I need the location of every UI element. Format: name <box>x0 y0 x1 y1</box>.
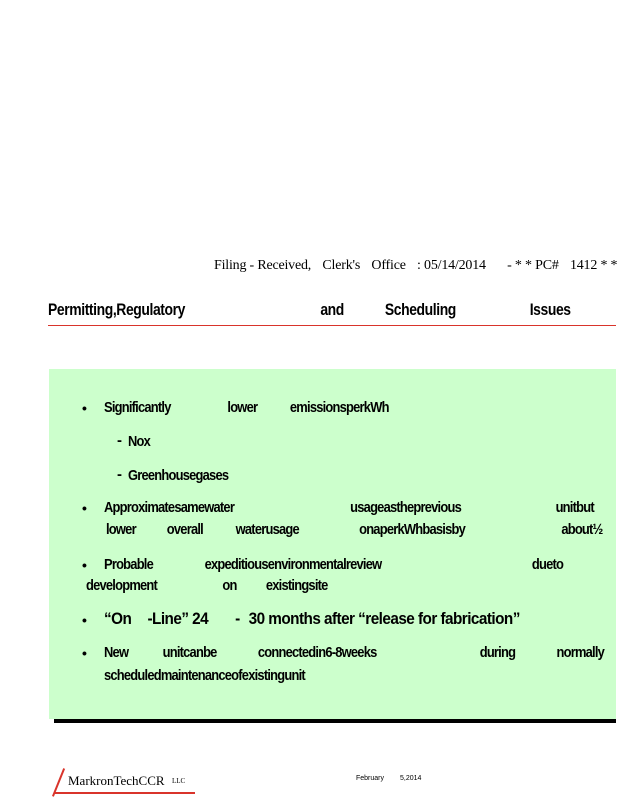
bullet-text: lower <box>227 399 258 416</box>
bullet-text: emissionsperkWh <box>289 399 389 416</box>
bullet-line <box>104 399 389 416</box>
bullet-text: New <box>104 644 129 661</box>
footer-llc: LLC <box>172 777 186 785</box>
footer-brand: MarkronTechCCR <box>68 773 165 788</box>
bullet-line <box>86 577 328 594</box>
bullet-icon: • <box>82 557 87 573</box>
bullet-text: during <box>479 644 516 661</box>
bullet-text: connectedin6-8weeks <box>257 644 377 661</box>
bullet-text: dueto <box>531 556 564 573</box>
bullet-icon: • <box>82 500 87 516</box>
bullet-text: Approximatesamewater <box>104 499 235 516</box>
bullet-text: -Line” 24 <box>147 609 209 628</box>
bullet-text: 30 months after “release for fabrication” <box>248 609 520 628</box>
bullet-text: overall <box>166 521 203 538</box>
bullet-text: development <box>86 577 158 594</box>
dash-icon: - <box>117 432 122 449</box>
bullet-text: “On <box>104 609 132 628</box>
bullet-line: scheduledmaintenanceofexistingunit <box>104 667 305 684</box>
bullet-icon: • <box>82 612 87 628</box>
bullet-text: on <box>222 577 237 594</box>
sub-item: Greenhousegases <box>128 467 229 484</box>
bullet-text: Probable <box>104 556 154 573</box>
title-divider <box>48 325 616 326</box>
bullet-text: normally <box>556 644 605 661</box>
bullet-line <box>106 521 603 538</box>
bullet-line <box>104 609 520 629</box>
content-box-shadow <box>54 719 616 723</box>
bullet-line <box>104 644 604 661</box>
page-title <box>48 300 571 320</box>
bullet-text: Significantly <box>104 399 171 416</box>
dash-icon: - <box>117 466 122 483</box>
bullet-text: existingsite <box>265 577 328 594</box>
bullet-text: unitcanbe <box>162 644 217 661</box>
footer-month: February <box>356 775 385 782</box>
filing-part: : 05/14/2014 <box>417 258 486 273</box>
bullet-text: unitbut <box>555 499 594 516</box>
bullet-text: waterusage <box>235 521 299 538</box>
bullet-text: usageastheprevious <box>350 499 461 516</box>
title-part: Scheduling <box>384 300 456 319</box>
bullet-text: - <box>235 609 240 628</box>
filing-part: Clerk's <box>322 258 361 273</box>
bullet-icon: • <box>82 400 87 416</box>
title-part: Permitting,Regulatory <box>48 300 186 319</box>
filing-part: 1412 * * <box>569 258 618 273</box>
filing-part: Filing - Received, <box>214 258 312 273</box>
footer-day-year: 5,2014 <box>400 775 422 782</box>
filing-part: - * * PC# <box>507 258 559 273</box>
title-part: and <box>320 300 344 319</box>
title-part: Issues <box>529 300 571 319</box>
bullet-icon: • <box>82 645 87 661</box>
bullet-text: onaperkWhbasisby <box>359 521 465 538</box>
bullet-text: about½ <box>561 521 603 538</box>
footer-divider <box>54 792 195 794</box>
bullet-line <box>104 556 563 573</box>
footer-date <box>356 775 421 782</box>
bullet-text: expeditiousenvironmentalreview <box>204 556 382 573</box>
sub-item: Nox <box>128 433 151 450</box>
filing-part: Office <box>371 258 406 273</box>
bullet-line <box>104 499 594 516</box>
filing-stamp <box>214 258 618 274</box>
bullet-text: lower <box>106 521 136 538</box>
